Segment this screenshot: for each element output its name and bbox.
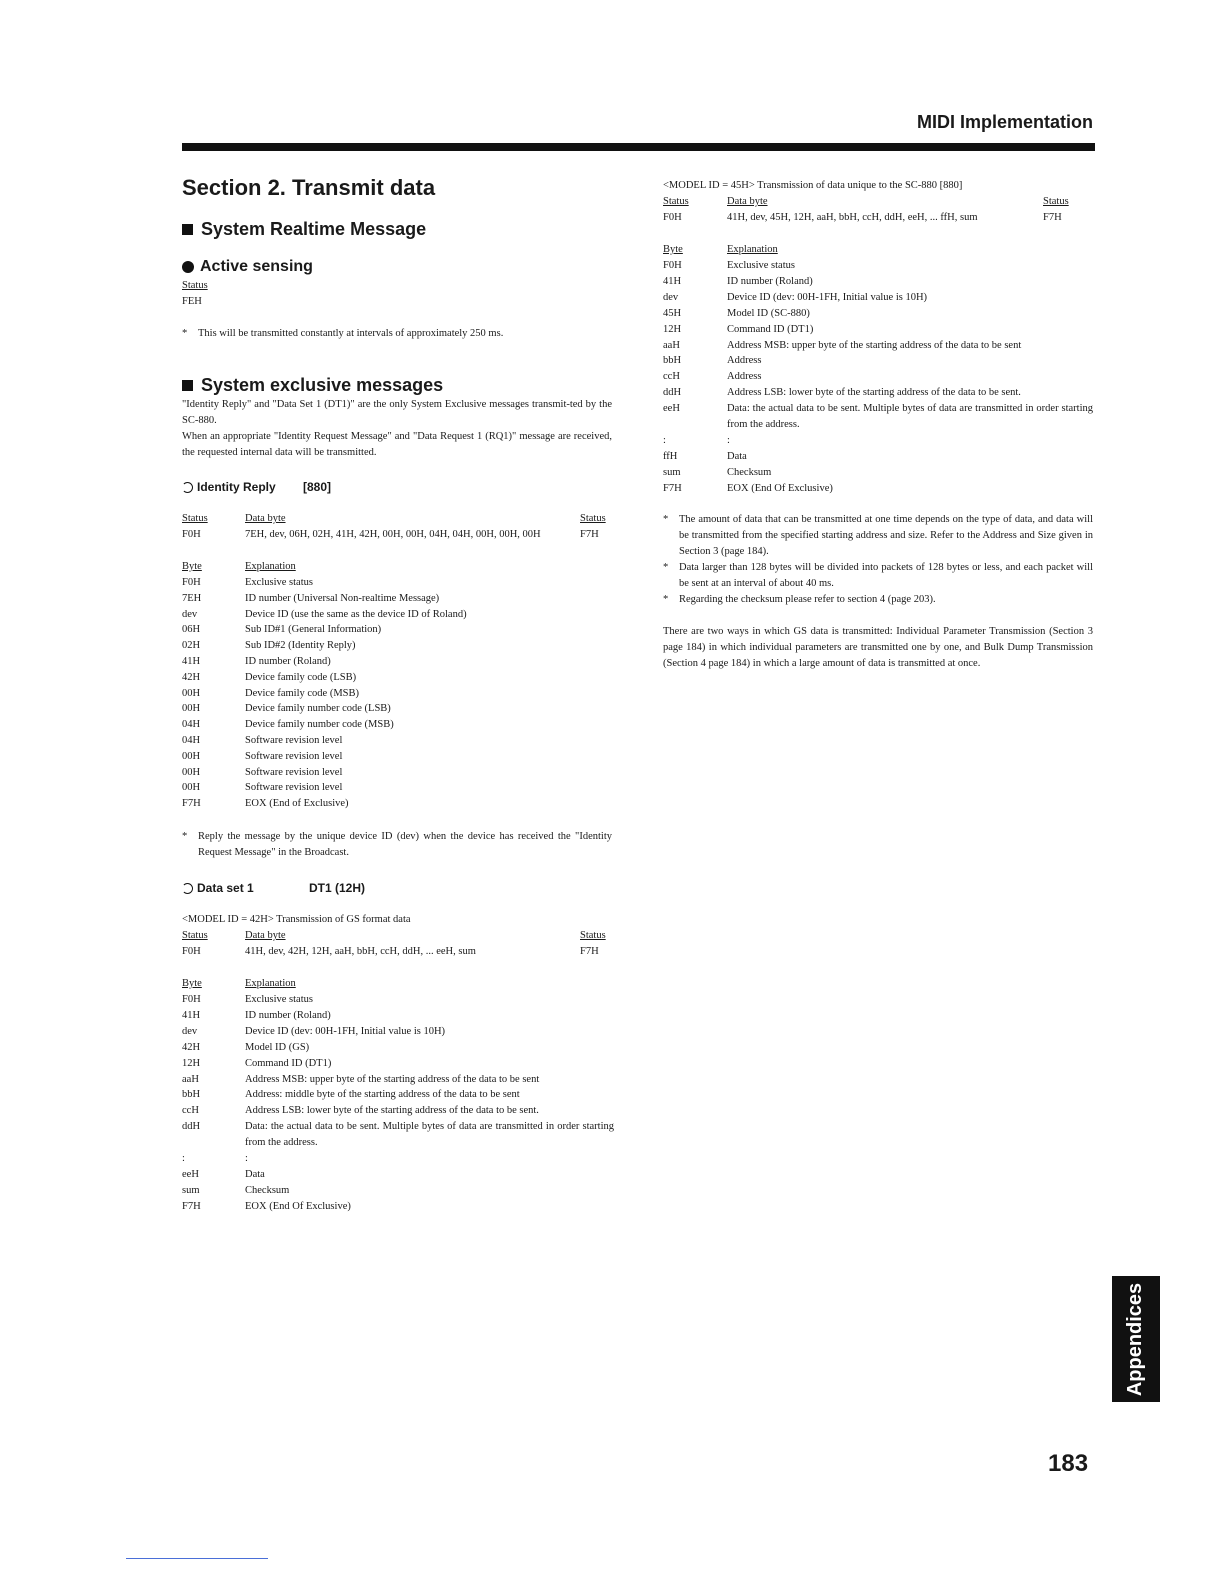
explanation-cell: Model ID (SC-880) bbox=[727, 307, 810, 319]
table-row bbox=[182, 638, 612, 654]
byte-cell: ddH bbox=[663, 387, 682, 399]
table-row bbox=[182, 1087, 614, 1103]
header-rule bbox=[182, 143, 1095, 151]
byte-cell: 00H bbox=[182, 687, 201, 699]
identity-reply-note: * Reply the message by the unique device ID (dev) when the device has received the "Identity Request Message" in the Broadcast. bbox=[182, 831, 612, 858]
byte-cell: 02H bbox=[182, 640, 201, 652]
explanation-cell: Command ID (DT1) bbox=[727, 323, 814, 335]
table-row bbox=[182, 591, 612, 607]
byte-cell: eeH bbox=[663, 403, 680, 415]
table-row bbox=[182, 733, 612, 749]
model45-byte-header: Byte Explanation bbox=[663, 244, 778, 255]
byte-cell: 41H bbox=[182, 1009, 201, 1021]
explanation-cell: Sub ID#1 (General Information) bbox=[245, 624, 382, 636]
table-row bbox=[663, 385, 1093, 401]
table-row bbox=[182, 654, 612, 670]
explanation-cell: EOX (End of Exclusive) bbox=[245, 798, 349, 810]
explanation-cell: Device family code (LSB) bbox=[245, 671, 357, 683]
table-row bbox=[182, 796, 612, 812]
byte-cell: dev bbox=[182, 608, 198, 620]
byte-cell: 04H bbox=[182, 735, 201, 746]
note-item: * Data larger than 128 bytes will be divided into packets of 128 bytes or less, and each packet will be sent at an interval of about 40 ms. bbox=[663, 562, 1093, 589]
byte-cell: 41H bbox=[182, 656, 201, 667]
footer-line bbox=[126, 1558, 268, 1559]
explanation-cell: ID number (Roland) bbox=[245, 656, 331, 667]
active-sensing-status-label: Status bbox=[182, 280, 208, 291]
model45-line: <MODEL ID = 45H> Transmission of data unique to the SC-880 [880] bbox=[663, 180, 963, 191]
byte-cell: sum bbox=[182, 1184, 200, 1196]
explanation-cell: Exclusive status bbox=[727, 260, 795, 271]
byte-cell: 04H bbox=[182, 719, 201, 731]
byte-cell: F7H bbox=[663, 482, 682, 494]
byte-cell: F0H bbox=[182, 994, 201, 1005]
table-row bbox=[182, 1119, 614, 1151]
table-row bbox=[182, 701, 612, 717]
table-row bbox=[182, 1103, 614, 1119]
asterisk-bullet-icon: * bbox=[182, 328, 188, 339]
table-row bbox=[182, 1151, 614, 1167]
byte-cell: ccH bbox=[182, 1105, 199, 1117]
explanation-cell: Checksum bbox=[245, 1184, 290, 1196]
byte-cell: bbH bbox=[663, 355, 682, 367]
circle-bullet-icon bbox=[182, 261, 194, 273]
byte-cell: aaH bbox=[182, 1073, 199, 1085]
identity-reply-columns: Status Data byte Status bbox=[182, 513, 606, 524]
explanation-cell: Device family number code (LSB) bbox=[245, 703, 391, 715]
byte-cell: 42H bbox=[182, 671, 201, 683]
explanation-cell: Address LSB: lower byte of the starting address of the data to be sent. bbox=[727, 387, 1021, 399]
byte-cell: ffH bbox=[663, 450, 678, 462]
explanation-cell: EOX (End Of Exclusive) bbox=[727, 482, 833, 494]
byte-cell: : bbox=[182, 1153, 185, 1164]
byte-cell: F0H bbox=[663, 260, 682, 271]
explanation-cell: Command ID (DT1) bbox=[245, 1057, 332, 1069]
explanation-cell: Device family number code (MSB) bbox=[245, 719, 394, 731]
explanation-cell: Software revision level bbox=[245, 750, 343, 762]
table-row bbox=[663, 353, 1093, 369]
note-item: * Regarding the checksum please refer to section 4 (page 203). bbox=[663, 592, 1093, 608]
explanation-cell: Software revision level bbox=[245, 735, 343, 746]
page-number: 183 bbox=[1048, 1450, 1089, 1477]
running-header: MIDI Implementation bbox=[916, 112, 1093, 132]
explanation-cell: ID number (Universal Non-realtime Message) bbox=[245, 592, 440, 604]
explanation-cell: ID number (Roland) bbox=[245, 1009, 331, 1021]
model45-closing: There are two ways in which GS data is transmitted: Individual Parameter Transmission (Section 3 page 184) in which individual parameters are transmitted one by one, and Bulk Dump Transmission (Section 4 page 184) in which a large amount of data is transmitted at once. bbox=[663, 626, 1093, 669]
byte-cell: bbH bbox=[182, 1089, 201, 1101]
byte-cell: F7H bbox=[182, 798, 201, 810]
table-row bbox=[663, 433, 1093, 449]
table-row bbox=[182, 686, 612, 702]
byte-cell: 12H bbox=[182, 1057, 201, 1069]
open-circle-bullet-icon bbox=[182, 883, 193, 894]
identity-reply-heading: Identity Reply [880] bbox=[182, 480, 331, 494]
explanation-cell: Address: middle byte of the starting address of the data to be sent bbox=[245, 1089, 520, 1101]
table-row bbox=[663, 322, 1093, 338]
byte-cell: dev bbox=[182, 1025, 198, 1037]
byte-cell: aaH bbox=[663, 339, 680, 351]
data-set1-message: F0H 41H, dev, 42H, 12H, aaH, bbH, ccH, ddH, ... eeH, sum F7H bbox=[182, 946, 599, 957]
active-sensing-heading: Active sensing bbox=[182, 258, 313, 276]
table-row bbox=[663, 258, 1093, 274]
table-row bbox=[663, 401, 1093, 433]
explanation-cell: Device ID (dev: 00H-1FH, Initial value is 10H) bbox=[727, 291, 928, 303]
explanation-cell: Device family code (MSB) bbox=[245, 687, 360, 699]
explanation-cell: Device ID (dev: 00H-1FH, Initial value is 10H) bbox=[245, 1025, 446, 1037]
explanation-cell: Software revision level bbox=[245, 782, 343, 794]
table-row bbox=[182, 717, 612, 733]
table-row bbox=[182, 1040, 614, 1056]
table-row bbox=[663, 338, 1093, 354]
table-row bbox=[182, 1183, 614, 1199]
data-set1-heading: Data set 1 DT1 (12H) bbox=[182, 881, 365, 895]
explanation-cell: Exclusive status bbox=[245, 577, 313, 588]
asterisk-bullet-icon: * bbox=[182, 831, 188, 842]
byte-cell: 00H bbox=[182, 766, 201, 778]
asterisk-bullet-icon: * bbox=[663, 514, 669, 525]
table-row bbox=[182, 765, 612, 781]
explanation-cell: Data bbox=[245, 1168, 265, 1180]
byte-cell: 00H bbox=[182, 703, 201, 715]
sysex-heading: System exclusive messages bbox=[182, 375, 443, 396]
table-row bbox=[663, 369, 1093, 385]
byte-cell: 41H bbox=[663, 275, 682, 287]
byte-cell: ccH bbox=[663, 371, 680, 383]
table-row bbox=[182, 1056, 614, 1072]
byte-cell: 06H bbox=[182, 624, 201, 636]
byte-cell: ddH bbox=[182, 1121, 201, 1133]
explanation-cell: ID number (Roland) bbox=[727, 275, 813, 287]
table-row bbox=[182, 1024, 614, 1040]
table-row bbox=[663, 274, 1093, 290]
identity-reply-byte-header: Byte Explanation bbox=[182, 561, 296, 572]
model45-columns: Status Data byte Status bbox=[663, 196, 1069, 207]
data-set1-model-line: <MODEL ID = 42H> Transmission of GS format data bbox=[182, 914, 411, 925]
table-row bbox=[182, 1072, 614, 1088]
table-row bbox=[182, 992, 614, 1008]
explanation-cell: EOX (End Of Exclusive) bbox=[245, 1200, 351, 1212]
byte-cell: 00H bbox=[182, 750, 201, 762]
byte-cell: 42H bbox=[182, 1041, 201, 1053]
data-set1-byte-header: Byte Explanation bbox=[182, 978, 296, 989]
byte-cell: : bbox=[663, 434, 666, 446]
explanation-cell: Device ID (use the same as the device ID of Roland) bbox=[245, 608, 467, 620]
table-row bbox=[182, 1199, 614, 1215]
explanation-cell: Model ID (GS) bbox=[245, 1041, 310, 1053]
sysex-para-1: "Identity Reply" and "Data Set 1 (DT1)" are the only System Exclusive messages transmit-ted by the SC-880. bbox=[182, 399, 612, 426]
explanation-cell: Address bbox=[727, 371, 762, 383]
active-sensing-status-value: FEH bbox=[182, 296, 202, 307]
explanation-cell: Address bbox=[727, 355, 762, 367]
byte-cell: dev bbox=[663, 291, 679, 303]
explanation-cell: : bbox=[727, 434, 730, 446]
appendices-tab: Appendices bbox=[1112, 1276, 1160, 1402]
explanation-cell: Data: the actual data to be sent. Multiple bytes of data are transmitted in order starting from the address. bbox=[727, 403, 1093, 430]
realtime-heading: System Realtime Message bbox=[182, 219, 426, 240]
table-row bbox=[663, 481, 1093, 497]
explanation-cell: Software revision level bbox=[245, 766, 343, 778]
table-row bbox=[663, 306, 1093, 322]
asterisk-bullet-icon: * bbox=[663, 594, 669, 605]
byte-cell: 12H bbox=[663, 323, 682, 335]
byte-cell: 7EH bbox=[182, 592, 202, 604]
explanation-cell: Exclusive status bbox=[245, 994, 313, 1005]
byte-cell: eeH bbox=[182, 1168, 199, 1180]
byte-cell: 00H bbox=[182, 782, 201, 794]
table-row bbox=[182, 1008, 614, 1024]
explanation-cell: Checksum bbox=[727, 466, 772, 478]
square-bullet-icon bbox=[182, 380, 193, 391]
byte-cell: F0H bbox=[182, 577, 201, 588]
byte-cell: sum bbox=[663, 466, 681, 478]
byte-cell: 45H bbox=[663, 307, 682, 319]
explanation-cell: Data bbox=[727, 450, 747, 462]
active-sensing-note: * This will be transmitted constantly at intervals of approximately 250 ms. bbox=[182, 326, 622, 342]
section-title: Section 2. Transmit data bbox=[182, 175, 436, 200]
table-row bbox=[182, 749, 612, 765]
open-circle-bullet-icon bbox=[182, 482, 193, 493]
table-row bbox=[182, 622, 612, 638]
table-row bbox=[182, 780, 612, 796]
explanation-cell: Address LSB: lower byte of the starting address of the data to be sent. bbox=[245, 1105, 539, 1117]
square-bullet-icon bbox=[182, 224, 193, 235]
table-row bbox=[663, 449, 1093, 465]
table-row bbox=[663, 290, 1093, 306]
sysex-para-2: When an appropriate "Identity Request Message" and "Data Request 1 (RQ1)" message are received, the requested internal data will be transmitted. bbox=[182, 431, 612, 458]
explanation-cell: : bbox=[245, 1153, 248, 1164]
table-row bbox=[182, 1167, 614, 1183]
table-row bbox=[182, 575, 612, 591]
explanation-cell: Address MSB: upper byte of the starting address of the data to be sent bbox=[727, 339, 1022, 351]
identity-reply-message: F0H 7EH, dev, 06H, 02H, 41H, 42H, 00H, 00H, 04H, 04H, 00H, 00H, 00H F7H bbox=[182, 529, 599, 540]
note-item: * The amount of data that can be transmitted at one time depends on the type of data, and data will be transmitted from the specified starting address and size. Refer to the Address and Size given in Section 3 (page 184). bbox=[663, 514, 1093, 557]
explanation-cell: Data: the actual data to be sent. Multiple bytes of data are transmitted in order starting from the address. bbox=[245, 1121, 614, 1148]
explanation-cell: Sub ID#2 (Identity Reply) bbox=[245, 640, 356, 652]
model45-message: F0H 41H, dev, 45H, 12H, aaH, bbH, ccH, ddH, eeH, ... ffH, sum F7H bbox=[663, 212, 1062, 223]
table-row bbox=[182, 670, 612, 686]
table-row bbox=[182, 607, 612, 623]
data-set1-columns: Status Data byte Status bbox=[182, 930, 606, 941]
table-row bbox=[663, 465, 1093, 481]
explanation-cell: Address MSB: upper byte of the starting address of the data to be sent bbox=[245, 1073, 540, 1085]
byte-cell: F7H bbox=[182, 1200, 201, 1212]
asterisk-bullet-icon: * bbox=[663, 562, 669, 573]
